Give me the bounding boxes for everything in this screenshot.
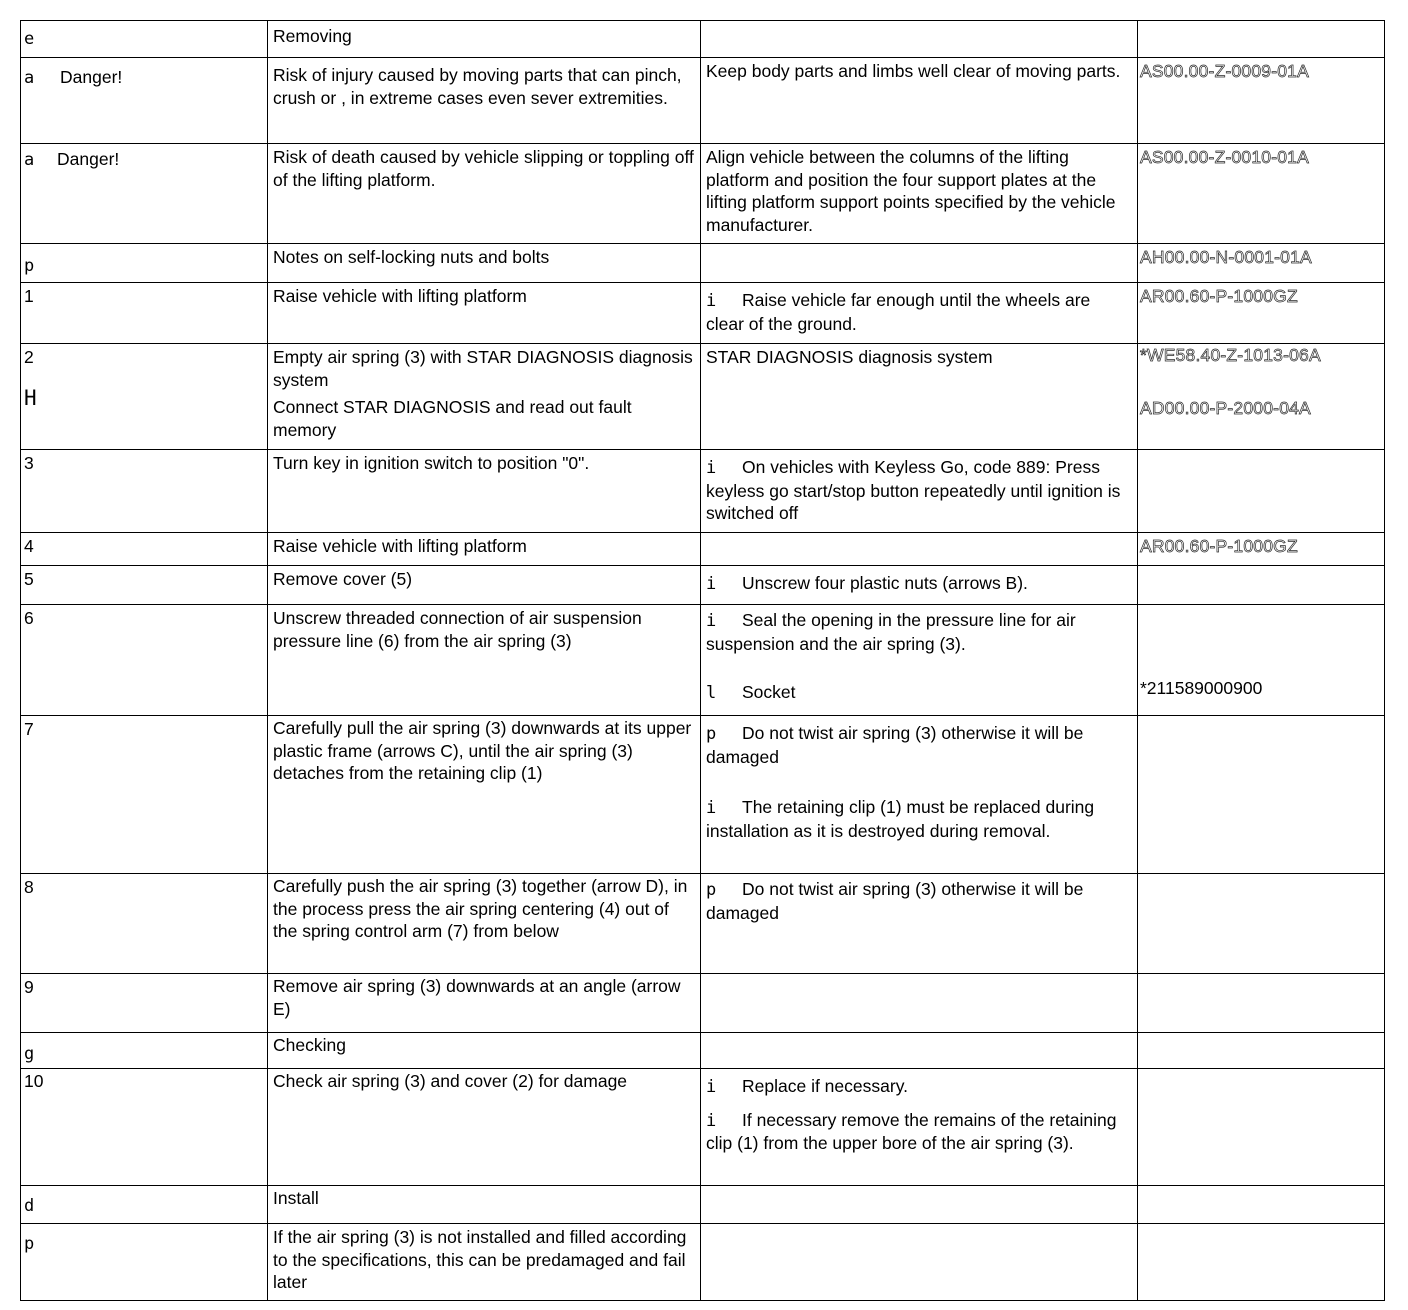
action-text: Raise vehicle with lifting platform	[273, 536, 527, 556]
action-text: Turn key in ignition switch to position "0".	[273, 453, 590, 473]
checking-icon: g	[24, 1044, 35, 1064]
action-cell	[268, 566, 701, 605]
step-cell	[21, 974, 268, 1033]
table-row	[21, 605, 1385, 716]
table-row	[21, 1224, 1385, 1301]
note-text: Align vehicle between the columns of the lifting platform and position the four support plates at the lifting platform support points specified by the vehicle manufacturer.	[706, 147, 1116, 235]
reference-code: AD00.00-P-2000-04A	[1140, 397, 1311, 418]
note-cell	[701, 21, 1138, 58]
action-text: Check air spring (3) and cover (2) for damage	[273, 1071, 628, 1091]
removal-icon: e	[24, 29, 35, 49]
action-cell	[268, 605, 701, 716]
reference-cell	[1138, 1186, 1385, 1224]
note-cell	[701, 1224, 1138, 1301]
reference-cell	[1138, 244, 1385, 283]
caution-icon: p	[706, 724, 717, 744]
table-row	[21, 1033, 1385, 1069]
step-number: 6	[24, 608, 34, 628]
action-text: Empty air spring (3) with STAR DIAGNOSIS diagnosis system	[273, 347, 693, 390]
info-icon: i	[706, 611, 717, 631]
note-text: Raise vehicle far enough until the wheels are clear of the ground.	[706, 290, 1091, 334]
reference-code: AR00.60-P-1000GZ	[1140, 286, 1298, 306]
step-number: 2	[24, 347, 34, 367]
step-cell	[21, 533, 268, 566]
note-text: Keep body parts and limbs well clear of moving parts.	[706, 61, 1121, 81]
table-row	[21, 874, 1385, 974]
action-cell	[268, 974, 701, 1033]
step-cell	[21, 283, 268, 344]
table-row	[21, 1069, 1385, 1186]
info-icon: i	[706, 291, 717, 311]
warning-text: Risk of injury caused by moving parts that can pinch, crush or , in extreme cases even sever extremities.	[273, 65, 682, 108]
warning-text: If the air spring (3) is not installed and filled according to the specifications, this can be predamaged and fail later	[273, 1227, 687, 1292]
action-cell	[268, 1186, 701, 1224]
caution-icon: p	[706, 880, 717, 900]
reference-cell	[1138, 144, 1385, 244]
step-number: 3	[24, 453, 34, 473]
action-text: Carefully push the air spring (3) together (arrow D), in the process press the air spring centering (4) out of the spring control arm (7) from below	[273, 876, 688, 941]
note-cell	[701, 283, 1138, 344]
note-cell	[701, 1033, 1138, 1069]
table-row	[21, 21, 1385, 58]
warning-text: Risk of death caused by vehicle slipping or toppling off of the lifting platform.	[273, 147, 694, 190]
action-cell	[268, 1224, 701, 1301]
note-cell	[701, 58, 1138, 144]
action-text: Remove air spring (3) downwards at an angle (arrow E)	[273, 976, 681, 1019]
table-row	[21, 450, 1385, 533]
step-cell	[21, 1033, 268, 1069]
step-cell	[21, 144, 268, 244]
note-text: Do not twist air spring (3) otherwise it will be damaged	[706, 879, 1084, 923]
note-text: STAR DIAGNOSIS diagnosis system	[706, 347, 993, 367]
procedure-table	[20, 20, 1385, 1301]
step-cell	[21, 1186, 268, 1224]
info-icon: i	[706, 798, 717, 818]
reference-cell	[1138, 533, 1385, 566]
note-cell	[701, 1186, 1138, 1224]
step-number: 9	[24, 977, 34, 997]
note-cell	[701, 344, 1138, 450]
reference-cell	[1138, 716, 1385, 874]
table-row	[21, 716, 1385, 874]
action-text: Notes on self-locking nuts and bolts	[273, 247, 550, 267]
action-cell	[268, 244, 701, 283]
note-cell	[701, 450, 1138, 533]
action-text: Raise vehicle with lifting platform	[273, 286, 527, 306]
step-number: 7	[24, 719, 34, 739]
section-heading: Install	[273, 1188, 319, 1208]
action-cell	[268, 21, 701, 58]
reference-cell	[1138, 605, 1385, 716]
step-cell	[21, 244, 268, 283]
note-cell	[701, 974, 1138, 1033]
table-row	[21, 58, 1385, 144]
note-cell	[701, 244, 1138, 283]
action-cell	[268, 1033, 701, 1069]
action-cell	[268, 58, 701, 144]
reference-code: AR00.60-P-1000GZ	[1140, 536, 1298, 556]
reference-cell	[1138, 974, 1385, 1033]
reference-code: AH00.00-N-0001-01A	[1140, 247, 1312, 267]
note-cell	[701, 144, 1138, 244]
action-text: Unscrew threaded connection of air suspension pressure line (6) from the air spring (3)	[273, 608, 642, 651]
note-text: Replace if necessary.	[742, 1076, 909, 1096]
section-heading: Checking	[273, 1035, 346, 1055]
note-icon: p	[24, 1234, 35, 1254]
info-icon: i	[706, 1110, 717, 1131]
step-cell	[21, 1069, 268, 1186]
reference-cell	[1138, 344, 1385, 450]
hint-icon: H	[24, 385, 37, 410]
step-cell	[21, 874, 268, 974]
action-cell	[268, 874, 701, 974]
danger-icon: a	[24, 68, 35, 88]
reference-cell	[1138, 874, 1385, 974]
step-cell	[21, 1224, 268, 1301]
reference-cell	[1138, 1069, 1385, 1186]
step-number: 4	[24, 536, 34, 556]
info-icon: i	[706, 458, 717, 478]
reference-cell	[1138, 283, 1385, 344]
reference-cell	[1138, 450, 1385, 533]
action-cell	[268, 344, 701, 450]
action-cell	[268, 283, 701, 344]
note-cell	[701, 566, 1138, 605]
step-cell	[21, 716, 268, 874]
reference-cell	[1138, 58, 1385, 144]
danger-icon: a	[24, 150, 35, 170]
action-cell	[268, 716, 701, 874]
note-text: On vehicles with Keyless Go, code 889: Press keyless go start/stop button repeatedly until ignition is switched off	[706, 457, 1121, 523]
action-cell	[268, 533, 701, 566]
reference-cell	[1138, 1033, 1385, 1069]
action-cell	[268, 1069, 701, 1186]
danger-label: Danger!	[60, 67, 123, 87]
action-text: Carefully pull the air spring (3) downwards at its upper plastic frame (arrows C), until the air spring (3) detaches from the retaining clip (1)	[273, 718, 692, 783]
info-icon: i	[706, 1077, 717, 1097]
step-number: 5	[24, 569, 34, 589]
table-row	[21, 566, 1385, 605]
install-icon: d	[24, 1196, 35, 1216]
step-number: 8	[24, 877, 34, 897]
step-cell	[21, 344, 268, 450]
reference-cell	[1138, 566, 1385, 605]
step-cell	[21, 605, 268, 716]
note-cell	[701, 533, 1138, 566]
tool-label: Socket	[742, 682, 796, 702]
reference-code: *WE58.40-Z-1013-06A	[1140, 345, 1321, 365]
table-row	[21, 283, 1385, 344]
note-text: The retaining clip (1) must be replaced during installation as it is destroyed during removal.	[706, 797, 1095, 841]
note-cell	[701, 605, 1138, 716]
note-icon: p	[24, 256, 35, 276]
tool-icon: l	[706, 683, 717, 703]
step-number: 10	[24, 1071, 44, 1091]
note-text: Seal the opening in the pressure line for air suspension and the air spring (3).	[706, 610, 1076, 654]
table-row	[21, 344, 1385, 450]
action-subtext: Connect STAR DIAGNOSIS and read out fault memory	[273, 397, 632, 440]
note-text: If necessary remove the remains of the retaining clip (1) from the upper bore of the air spring (3).	[706, 1109, 1117, 1153]
info-icon: i	[706, 574, 717, 594]
note-cell	[701, 874, 1138, 974]
step-cell	[21, 21, 268, 58]
table-row	[21, 974, 1385, 1033]
section-heading: Removing	[273, 26, 352, 46]
reference-code: AS00.00-Z-0009-01A	[1140, 61, 1309, 81]
step-number: 1	[24, 286, 34, 306]
reference-cell	[1138, 1224, 1385, 1301]
action-cell	[268, 450, 701, 533]
tool-number: *211589000900	[1140, 678, 1263, 698]
danger-label: Danger!	[57, 149, 120, 169]
note-cell	[701, 1069, 1138, 1186]
note-text: Do not twist air spring (3) otherwise it will be damaged	[706, 723, 1084, 767]
step-cell	[21, 566, 268, 605]
note-text: Unscrew four plastic nuts (arrows B).	[742, 573, 1028, 593]
note-cell	[701, 716, 1138, 874]
action-cell	[268, 144, 701, 244]
table-row	[21, 533, 1385, 566]
step-cell	[21, 450, 268, 533]
reference-code: AS00.00-Z-0010-01A	[1140, 147, 1309, 167]
table-row	[21, 1186, 1385, 1224]
table-row	[21, 144, 1385, 244]
action-text: Remove cover (5)	[273, 569, 413, 589]
table-row	[21, 244, 1385, 283]
reference-cell	[1138, 21, 1385, 58]
step-cell	[21, 58, 268, 144]
